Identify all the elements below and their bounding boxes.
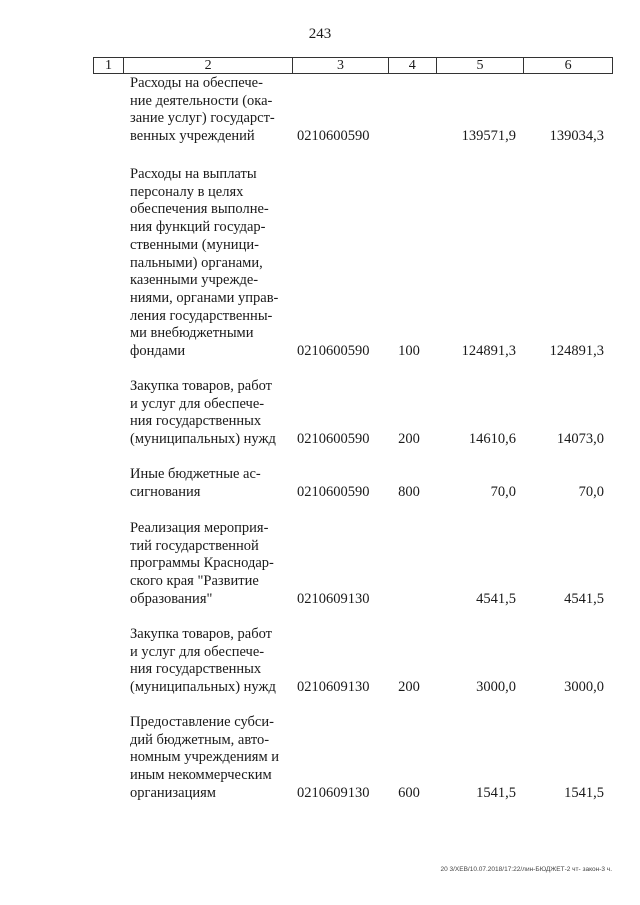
row-vr: 600 [398,785,420,801]
row-name: Закупка товаров, работ и услуг для обеспече- ния государственных (муниципальных) нужд [130,626,276,696]
row-value-5: 70,0 [490,484,516,500]
header-col-5: 5 [437,58,525,73]
row-code: 0210609130 [297,679,370,695]
row-code: 0210609130 [297,785,370,801]
row-value-6: 3000,0 [564,679,604,695]
row-code: 0210600590 [297,431,370,447]
row-value-5: 139571,9 [461,128,516,144]
row-vr: 200 [398,431,420,447]
row-value-5: 124891,3 [461,343,516,359]
row-name: Реализация мероприя- тий государственной программы Краснодар- ского края "Развитие образования" [130,520,274,607]
row-name: Иные бюджетные ас- сигнования [130,466,261,500]
row-value-5: 3000,0 [476,679,516,695]
header-col-1: 1 [94,58,124,73]
table-header [93,57,613,74]
row-code: 0210600590 [297,484,370,500]
header-col-6: 6 [564,58,572,73]
row-value-6: 124891,3 [549,343,604,359]
row-value-5: 1541,5 [476,785,516,801]
row-vr: 100 [398,343,420,359]
row-value-5: 4541,5 [476,591,516,607]
row-value-6: 139034,3 [549,128,604,144]
row-value-6: 70,0 [578,484,604,500]
row-value-6: 1541,5 [564,785,604,801]
row-vr: 800 [398,484,420,500]
row-vr: 200 [398,679,420,695]
header-col-2: 2 [124,58,293,73]
header-col-4: 4 [389,58,437,73]
row-code: 0210600590 [297,128,370,144]
row-code: 0210609130 [297,591,370,607]
row-name: Закупка товаров, работ и услуг для обеспече- ния государственных (муниципальных) нужд [130,378,276,448]
row-value-6: 14073,0 [556,431,604,447]
page-number: 243 [308,26,332,42]
row-value-5: 14610,6 [468,431,516,447]
row-name: Расходы на выплаты персоналу в целях обеспечения выполне- ния функций государ- ственными (муници- пальными) органами, казенными учрежде- ниями, органами управ- ления государственны- ми внебюджетными фондами [130,166,279,360]
row-code: 0210600590 [297,343,370,359]
row-name: Расходы на обеспече- ние деятельности (ока- зание услуг) государст- венных учреждений [130,75,275,145]
footer-note: 20 3/XEB/10.07.2018/17:22/лин-БЮДЖЕТ-2 чт- закон-3 ч. [440,866,612,873]
row-name: Предоставление субси- дий бюджетным, авто- номным учреждениям и иным некоммерческим организациям [130,714,280,801]
header-col-3: 3 [293,58,389,73]
row-value-6: 4541,5 [564,591,604,607]
